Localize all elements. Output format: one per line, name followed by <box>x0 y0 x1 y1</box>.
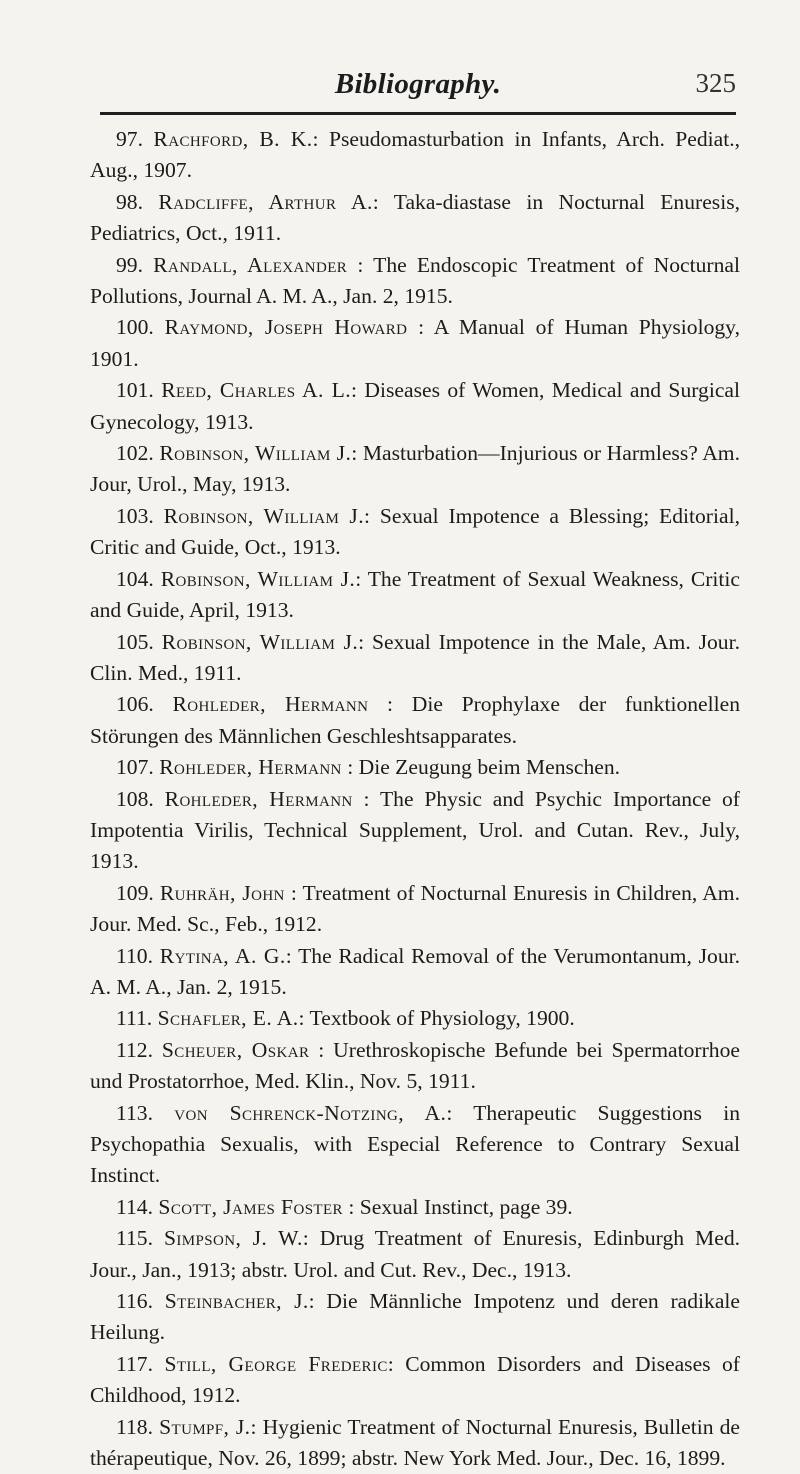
entry-separator: : <box>284 880 297 905</box>
entry-separator: : <box>342 1194 355 1219</box>
entry-number: 105. <box>116 629 154 654</box>
header-rule <box>100 112 736 115</box>
bibliography-entry <box>90 312 740 375</box>
entry-number: 99. <box>116 252 143 277</box>
entry-author: Stumpf, J. <box>159 1414 251 1439</box>
entry-separator: : <box>407 315 425 340</box>
entry-separator: : <box>358 629 365 654</box>
bibliography-entry <box>90 941 740 1004</box>
bibliography-entry <box>90 438 740 501</box>
entry-author: Simpson, J. W. <box>163 1226 303 1251</box>
entry-number: 115. <box>116 1226 153 1251</box>
bibliography-entry <box>90 250 740 313</box>
entry-text: Urethroskopische Befunde bei Spermatorrhoe und Prostatorrhoe, Med. Klin., Nov. 5, 1911. <box>90 1037 740 1094</box>
entry-author: Robinson, William J. <box>163 503 365 528</box>
entry-text: The Physic and Psychic Importance of Impotentia Virilis, Technical Supplement, Urol. and Cutan. Rev., July, 1913. <box>90 786 740 874</box>
entry-separator: : <box>372 189 379 214</box>
entry-separator: : <box>298 1006 305 1031</box>
entry-text: Die Prophylaxe der funktionellen Störungen des Männlichen Geschleshtsapparates. <box>90 692 741 748</box>
entry-author: Rytina, A. G. <box>159 943 286 968</box>
entry-author: Robinson, William J. <box>159 441 352 466</box>
entry-text: Die Männliche Impotenz und deren radikale Heilung. <box>90 1289 740 1345</box>
entry-author: Rachford, B. K. <box>153 127 313 151</box>
entry-text: Textbook of Physiology, 1900. <box>309 1006 575 1031</box>
entry-author: Rohleder, Hermann <box>172 692 369 717</box>
entry-separator: : <box>308 1289 315 1314</box>
entry-text: Masturbation—Injurious or Harmless? Am. Jour, Urol., May, 1913. <box>90 441 740 497</box>
entry-number: 113. <box>116 1100 153 1125</box>
entry-author: Scheuer, Oskar <box>161 1037 310 1062</box>
entry-number: 104. <box>116 566 154 591</box>
entry-text: Treatment of Nocturnal Enuresis in Children, Am. Jour. Med. Sc., Feb., 1912. <box>90 880 740 937</box>
entry-number: 111. <box>116 1006 153 1031</box>
entry-author: Rohleder, Hermann <box>164 786 353 811</box>
entry-separator: : <box>446 1100 453 1125</box>
entry-separator: : <box>364 503 371 528</box>
entry-separator: : <box>351 378 358 403</box>
page-header <box>100 60 736 100</box>
entry-text: Hygienic Treatment of Nocturnal Enuresis, Bulletin de thérapeutique, Nov. 26, 1899; abstr. New York Med. Jour., Dec. 16, 1899. <box>90 1414 740 1471</box>
entry-separator: : <box>312 127 319 151</box>
bibliography-entry <box>90 1349 740 1412</box>
entry-number: 108. <box>116 786 154 811</box>
entry-number: 116. <box>116 1289 153 1314</box>
entry-text: Pseudomasturbation in Infants, Arch. Pediat., Aug., 1907. <box>90 127 741 183</box>
entry-separator: : <box>285 943 292 968</box>
bibliography-list <box>90 124 740 1474</box>
entry-number: 97. <box>116 127 143 151</box>
running-title: Bibliography. <box>334 68 502 100</box>
entry-separator: : <box>302 1226 309 1251</box>
entry-number: 106. <box>116 692 154 717</box>
entry-text: Die Zeugung beim Menschen. <box>358 755 621 780</box>
entry-author: Raymond, Joseph Howard <box>164 315 408 340</box>
entry-author: von Schrenck-Notzing, A. <box>174 1100 447 1125</box>
entry-separator: : <box>368 692 394 717</box>
entry-number: 114. <box>116 1194 153 1219</box>
entry-number: 112. <box>116 1037 153 1062</box>
bibliography-entry <box>90 564 740 627</box>
entry-author: Robinson, William J. <box>161 629 359 654</box>
entry-number: 118. <box>116 1414 153 1439</box>
entry-separator: : <box>351 441 358 466</box>
entry-separator: : <box>250 1414 257 1439</box>
entry-text: Sexual Instinct, page 39. <box>359 1194 573 1219</box>
entry-author: Ruhräh, John <box>159 880 285 905</box>
bibliography-entry <box>90 878 740 941</box>
entry-separator: : <box>309 1037 325 1062</box>
bibliography-entry <box>90 124 740 187</box>
bibliography-entry <box>90 1286 740 1349</box>
entry-number: 110. <box>116 943 153 968</box>
entry-author: Reed, Charles A. L. <box>161 378 352 403</box>
entry-text: Sexual Impotence in the Male, Am. Jour. Clin. Med., 1911. <box>90 629 740 685</box>
entry-separator: : <box>387 1351 394 1376</box>
entry-text: Common Disorders and Diseases of Childhood, 1912. <box>90 1351 740 1408</box>
entry-text: The Endoscopic Treatment of Nocturnal Pollutions, Journal A. M. A., Jan. 2, 1915. <box>90 252 740 309</box>
entry-number: 107. <box>116 755 154 780</box>
entry-number: 98. <box>116 189 143 214</box>
entry-text: Diseases of Women, Medical and Surgical Gynecology, 1913. <box>90 378 741 434</box>
entry-author: Schafler, E. A. <box>157 1006 299 1031</box>
entry-number: 117. <box>116 1351 153 1376</box>
bibliography-entry <box>90 1035 740 1098</box>
entry-number: 103. <box>116 503 154 528</box>
bibliography-entry <box>90 187 740 250</box>
bibliography-entry <box>90 375 740 438</box>
entry-separator: : <box>355 566 362 591</box>
bibliography-entry <box>90 1223 740 1286</box>
bibliography-entry <box>90 1098 740 1192</box>
entry-author: Rohleder, Hermann <box>159 755 342 780</box>
entry-text: The Radical Removal of the Verumontanum, Jour. A. M. A., Jan. 2, 1915. <box>90 943 741 999</box>
entry-separator: : <box>341 755 354 780</box>
entry-text: Taka-diastase in Nocturnal Enuresis, Pediatrics, Oct., 1911. <box>90 189 740 246</box>
entry-author: Robinson, William J. <box>160 566 356 591</box>
entry-separator: : <box>347 252 364 277</box>
bibliography-entry <box>90 1192 740 1223</box>
entry-author: Randall, Alexander <box>153 252 348 277</box>
entry-author: Scott, James Foster <box>158 1194 343 1219</box>
bibliography-entry <box>90 752 740 783</box>
entry-number: 109. <box>116 880 154 905</box>
entry-text: Sexual Impotence a Blessing; Editorial, Critic and Guide, Oct., 1913. <box>90 503 740 560</box>
entry-number: 100. <box>116 315 154 340</box>
entry-author: Steinbacher, J. <box>164 1289 309 1314</box>
bibliography-entry <box>90 784 740 878</box>
entry-text: Therapeutic Suggestions in Psychopathia Sexualis, with Especial Reference to Contrary Sexual Instinct. <box>90 1100 740 1188</box>
entry-author: Radcliffe, Arthur A. <box>158 189 373 214</box>
entry-number: 101. <box>116 378 154 403</box>
bibliography-entry <box>90 501 740 564</box>
entry-separator: : <box>352 786 370 811</box>
bibliography-entry <box>90 689 740 752</box>
bibliography-entry <box>90 1003 740 1034</box>
entry-text: Drug Treatment of Enuresis, Edinburgh Med. Jour., Jan., 1913; abstr. Urol. and Cut. Rev., Dec., 1913. <box>90 1226 741 1282</box>
page-number: 325 <box>695 68 736 98</box>
bibliography-entry <box>90 1412 740 1474</box>
entry-text: A Manual of Human Physiology, 1901. <box>90 315 740 371</box>
entry-number: 102. <box>116 441 154 466</box>
entry-text: The Treatment of Sexual Weakness, Critic and Guide, April, 1913. <box>90 566 740 623</box>
bibliography-entry <box>90 627 740 690</box>
entry-author: Still, George Frederic <box>164 1351 388 1376</box>
